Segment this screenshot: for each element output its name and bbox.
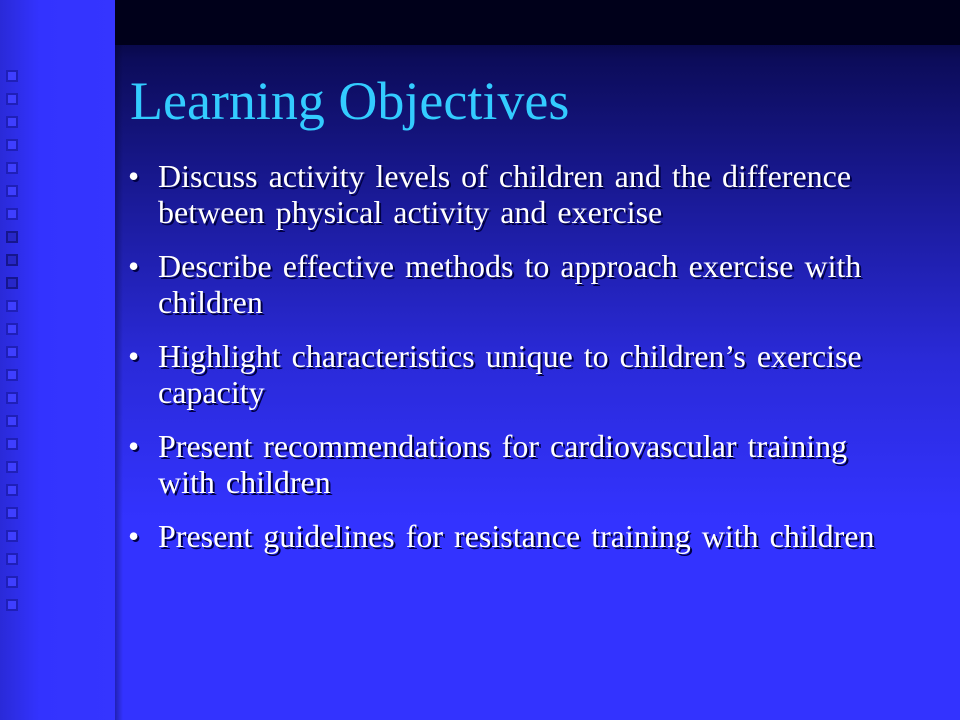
decorative-square: [6, 369, 18, 381]
decorative-square: [6, 139, 18, 151]
bullet-list: [120, 158, 910, 572]
bullet-item: [120, 518, 910, 554]
decorative-square-column: [6, 70, 26, 622]
bullet-point-icon: •: [128, 518, 140, 554]
decorative-square: [6, 116, 18, 128]
decorative-square: [6, 438, 18, 450]
decorative-square: [6, 553, 18, 565]
decorative-square: [6, 599, 18, 611]
slide-title: Learning Objectives: [130, 71, 570, 131]
decorative-square: [6, 392, 18, 404]
decorative-square: [6, 254, 18, 266]
bullet-point-icon: •: [128, 338, 140, 374]
decorative-square: [6, 93, 18, 105]
top-dark-band: [115, 0, 960, 45]
bullet-text: Describe effective methods to approach exercise with children: [158, 248, 862, 320]
decorative-square: [6, 484, 18, 496]
bullet-text: Present guidelines for resistance training with children: [158, 518, 875, 554]
bullet-item: [120, 248, 910, 320]
decorative-square: [6, 300, 18, 312]
left-decorative-band: [0, 0, 115, 720]
bullet-point-icon: •: [128, 428, 140, 464]
bullet-point-icon: •: [128, 158, 140, 194]
decorative-square: [6, 162, 18, 174]
decorative-square: [6, 507, 18, 519]
decorative-square: [6, 530, 18, 542]
decorative-square: [6, 576, 18, 588]
decorative-square: [6, 70, 18, 82]
decorative-square: [6, 461, 18, 473]
decorative-square: [6, 415, 18, 427]
decorative-square: [6, 231, 18, 243]
decorative-square: [6, 323, 18, 335]
bullet-item: [120, 338, 910, 410]
decorative-square: [6, 185, 18, 197]
decorative-square: [6, 208, 18, 220]
bullet-text: Discuss activity levels of children and the difference between physical activity and exercise: [158, 158, 852, 230]
bullet-item: [120, 158, 910, 230]
bullet-text: Highlight characteristics unique to children’s exercise capacity: [158, 338, 862, 410]
decorative-square: [6, 346, 18, 358]
decorative-square: [6, 277, 18, 289]
bullet-item: [120, 428, 910, 500]
bullet-text: Present recommendations for cardiovascular training with children: [158, 428, 848, 500]
bullet-point-icon: •: [128, 248, 140, 284]
